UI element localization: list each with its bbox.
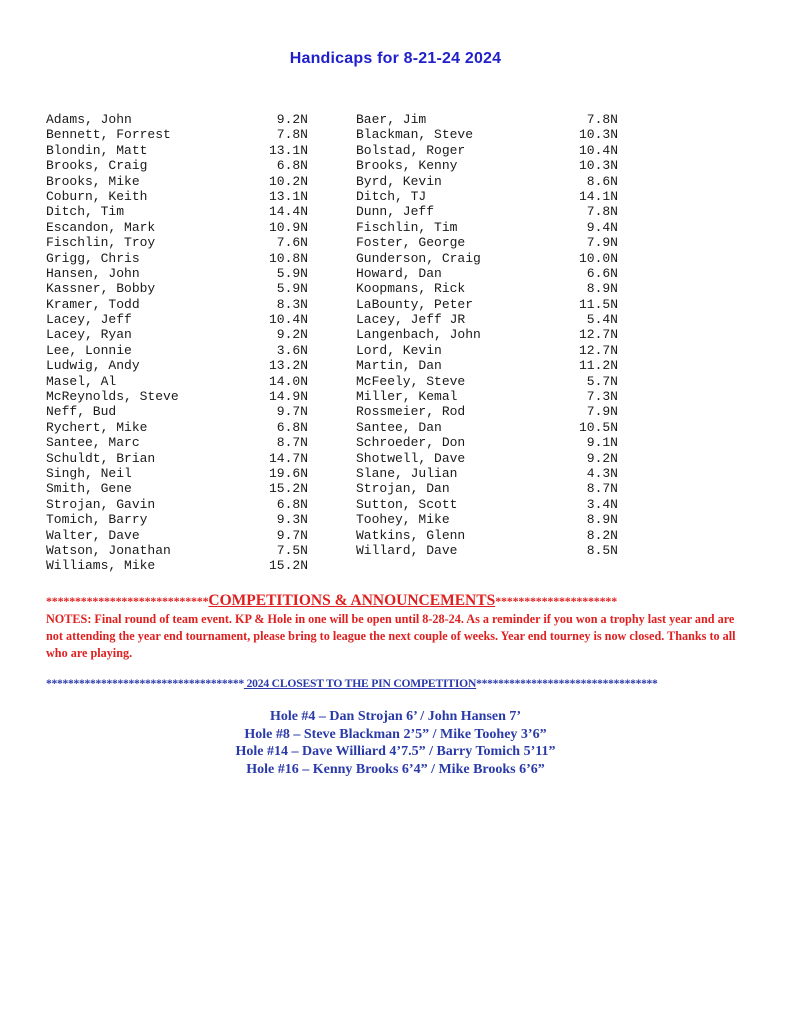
player-handicap: 11.2N [578, 358, 618, 374]
player-name: Howard, Dan [356, 265, 442, 281]
handicap-row [46, 127, 308, 142]
player-name: Toohey, Mike [356, 512, 450, 528]
handicap-row [356, 266, 618, 281]
player-handicap: 7.9N [586, 404, 618, 420]
competitions-stars-left: **************************** [46, 594, 209, 608]
handicap-row [46, 374, 308, 389]
player-handicap: 8.9N [586, 281, 618, 297]
ctp-stars-left: ************************************ [46, 677, 244, 690]
player-handicap: 7.9N [586, 235, 618, 251]
player-name: Brooks, Kenny [356, 158, 458, 174]
player-handicap: 7.3N [586, 389, 618, 405]
handicap-row [356, 143, 618, 158]
player-handicap: 13.2N [268, 358, 308, 374]
player-name: Escandon, Mark [46, 219, 156, 235]
player-handicap: 10.4N [578, 142, 618, 158]
player-handicap: 10.2N [268, 173, 308, 189]
player-handicap: 13.1N [268, 142, 308, 158]
handicap-row [356, 466, 618, 481]
player-name: Gunderson, Craig [356, 250, 481, 266]
handicap-row [356, 327, 618, 342]
competitions-title: COMPETITIONS & ANNOUNCEMENTS [208, 592, 496, 609]
player-name: Blackman, Steve [356, 127, 474, 143]
handicap-row [46, 220, 308, 235]
handicap-row [46, 558, 308, 573]
player-handicap: 14.4N [268, 204, 308, 220]
player-handicap: 19.6N [268, 465, 308, 481]
handicap-row [46, 497, 308, 512]
announcement-notes: NOTES: Final round of team event. KP & Hole in one will be open until 8-28-24. As a reminder if you won a trophy last year and are not attending the year end tournament, please bring to league the next couple of weeks. Year end tourney is now closed. Thanks to all who are playing. [46, 612, 736, 660]
handicap-row [356, 435, 618, 450]
player-name: Singh, Neil [46, 465, 132, 481]
handicap-row [356, 235, 618, 250]
player-handicap: 5.4N [586, 312, 618, 328]
player-name: Grigg, Chris [46, 250, 140, 266]
player-name: Lacey, Jeff JR [356, 312, 466, 328]
closest-to-pin-results [0, 708, 791, 778]
player-handicap: 6.8N [276, 496, 308, 512]
player-handicap: 14.0N [268, 373, 308, 389]
ctp-stars-right: ********************************* [476, 677, 658, 690]
handicap-row [46, 189, 308, 204]
player-name: Kramer, Todd [46, 296, 140, 312]
player-name: Lacey, Jeff [46, 312, 132, 328]
player-handicap: 11.5N [578, 296, 618, 312]
handicap-row [356, 420, 618, 435]
player-name: Santee, Dan [356, 419, 442, 435]
handicap-row [356, 481, 618, 496]
player-name: Walter, Dave [46, 527, 140, 543]
player-name: Bennett, Forrest [46, 127, 171, 143]
player-name: Foster, George [356, 235, 466, 251]
handicap-row [46, 281, 308, 296]
handicap-row [356, 112, 618, 127]
handicap-row [46, 528, 308, 543]
handicap-row [46, 204, 308, 219]
player-name: Ditch, Tim [46, 204, 125, 220]
handicap-row [46, 327, 308, 342]
player-name: Schuldt, Brian [46, 450, 156, 466]
player-handicap: 14.7N [268, 450, 308, 466]
player-name: Rychert, Mike [46, 419, 148, 435]
player-name: Kassner, Bobby [46, 281, 156, 297]
handicap-row [46, 466, 308, 481]
player-handicap: 5.9N [276, 281, 308, 297]
handicap-row [46, 451, 308, 466]
player-name: Lee, Lonnie [46, 342, 132, 358]
handicap-row [356, 297, 618, 312]
handicap-row [356, 358, 618, 373]
player-name: Strojan, Dan [356, 481, 450, 497]
handicap-row [356, 312, 618, 327]
player-handicap: 9.1N [586, 435, 618, 451]
handicap-row [356, 127, 618, 142]
player-handicap: 14.1N [578, 188, 618, 204]
player-name: LaBounty, Peter [356, 296, 474, 312]
player-name: Blondin, Matt [46, 142, 148, 158]
handicap-row [356, 343, 618, 358]
player-handicap: 7.5N [276, 542, 308, 558]
player-name: Williams, Mike [46, 558, 156, 574]
player-handicap: 15.2N [268, 481, 308, 497]
player-name: Slane, Julian [356, 465, 458, 481]
handicap-row [356, 528, 618, 543]
handicap-row [46, 389, 308, 404]
player-name: Brooks, Craig [46, 158, 148, 174]
player-name: Willard, Dave [356, 542, 458, 558]
hole-result: Hole #16 – Kenny Brooks 6’4” / Mike Brooks 6’6” [246, 761, 545, 777]
closest-to-pin-header [46, 677, 746, 690]
handicap-row [356, 389, 618, 404]
handicap-row [46, 158, 308, 173]
ctp-title: 2024 CLOSEST TO THE PIN COMPETITION [243, 677, 477, 690]
handicap-row [46, 543, 308, 558]
handicap-column-right [356, 112, 618, 558]
player-handicap: 9.4N [586, 219, 618, 235]
handicap-row [46, 143, 308, 158]
competitions-header [46, 592, 746, 610]
player-handicap: 8.7N [586, 481, 618, 497]
handicap-row [356, 497, 618, 512]
player-name: Rossmeier, Rod [356, 404, 466, 420]
handicap-column-left [46, 112, 308, 574]
handicap-row [46, 266, 308, 281]
player-name: Brooks, Mike [46, 173, 140, 189]
handicap-row [46, 358, 308, 373]
player-name: Fischlin, Troy [46, 235, 156, 251]
hole-result: Hole #14 – Dave Williard 4’7.5” / Barry Tomich 5’11” [235, 744, 556, 759]
player-handicap: 5.7N [586, 373, 618, 389]
player-handicap: 10.5N [578, 419, 618, 435]
player-name: Watson, Jonathan [46, 542, 171, 558]
handicap-row [46, 112, 308, 127]
player-handicap: 10.3N [578, 158, 618, 174]
player-name: Martin, Dan [356, 358, 442, 374]
handicap-row [46, 235, 308, 250]
player-handicap: 8.2N [586, 527, 618, 543]
player-name: McFeely, Steve [356, 373, 466, 389]
player-name: Dunn, Jeff [356, 204, 435, 220]
player-name: Masel, Al [46, 373, 117, 389]
player-handicap: 9.2N [276, 327, 308, 343]
handicap-row [46, 251, 308, 266]
handicap-row [356, 281, 618, 296]
handicap-row [356, 451, 618, 466]
player-name: Watkins, Glenn [356, 527, 466, 543]
player-handicap: 12.7N [578, 327, 618, 343]
player-handicap: 10.8N [268, 250, 308, 266]
player-name: Bolstad, Roger [356, 142, 466, 158]
player-name: Byrd, Kevin [356, 173, 442, 189]
handicap-row [356, 512, 618, 527]
player-handicap: 6.8N [276, 158, 308, 174]
player-handicap: 15.2N [268, 558, 308, 574]
player-name: Fischlin, Tim [356, 219, 458, 235]
handicap-row [356, 189, 618, 204]
player-handicap: 9.7N [276, 527, 308, 543]
player-name: Hansen, John [46, 265, 140, 281]
player-name: Shotwell, Dave [356, 450, 466, 466]
player-name: Adams, John [46, 112, 132, 127]
player-handicap: 9.2N [276, 112, 308, 127]
player-handicap: 10.0N [578, 250, 618, 266]
player-name: Baer, Jim [356, 112, 427, 127]
handicap-row [46, 174, 308, 189]
player-name: Tomich, Barry [46, 512, 148, 528]
player-name: Neff, Bud [46, 404, 117, 420]
player-handicap: 12.7N [578, 342, 618, 358]
player-handicap: 7.8N [586, 112, 618, 127]
player-handicap: 8.9N [586, 512, 618, 528]
handicap-row [356, 251, 618, 266]
player-handicap: 5.9N [276, 265, 308, 281]
handicap-row [46, 297, 308, 312]
player-name: Ludwig, Andy [46, 358, 140, 374]
handicap-row [356, 204, 618, 219]
player-name: Ditch, TJ [356, 188, 427, 204]
player-handicap: 8.5N [586, 542, 618, 558]
player-handicap: 6.8N [276, 419, 308, 435]
player-name: Schroeder, Don [356, 435, 466, 451]
player-handicap: 7.8N [276, 127, 308, 143]
handicap-row [356, 374, 618, 389]
handicap-row [356, 158, 618, 173]
player-handicap: 8.6N [586, 173, 618, 189]
player-handicap: 3.4N [586, 496, 618, 512]
handicap-row [356, 174, 618, 189]
handicap-row [356, 543, 618, 558]
player-handicap: 7.6N [276, 235, 308, 251]
player-handicap: 4.3N [586, 465, 618, 481]
hole-result: Hole #4 – Dan Strojan 6’ / John Hansen 7’ [269, 709, 522, 724]
handicap-row [356, 404, 618, 419]
player-handicap: 10.3N [578, 127, 618, 143]
player-handicap: 14.9N [268, 389, 308, 405]
player-handicap: 10.4N [268, 312, 308, 328]
player-name: Strojan, Gavin [46, 496, 156, 512]
handicap-row [356, 220, 618, 235]
player-name: Smith, Gene [46, 481, 132, 497]
handicap-row [46, 481, 308, 496]
player-name: McReynolds, Steve [46, 389, 179, 405]
player-name: Miller, Kemal [356, 389, 458, 405]
player-name: Lacey, Ryan [46, 327, 132, 343]
handicap-row [46, 512, 308, 527]
player-name: Coburn, Keith [46, 188, 148, 204]
player-handicap: 9.2N [586, 450, 618, 466]
player-name: Santee, Marc [46, 435, 140, 451]
player-name: Lord, Kevin [356, 342, 442, 358]
handicap-row [46, 435, 308, 450]
hole-result: Hole #8 – Steve Blackman 2’5” / Mike Toohey 3’6” [244, 726, 547, 742]
handicap-row [46, 404, 308, 419]
page-title: Handicaps for 8-21-24 2024 [289, 50, 502, 67]
handicap-row [46, 312, 308, 327]
player-name: Langenbach, John [356, 327, 481, 343]
player-handicap: 13.1N [268, 188, 308, 204]
player-handicap: 9.3N [276, 512, 308, 528]
handicap-row [46, 420, 308, 435]
player-handicap: 8.3N [276, 296, 308, 312]
player-handicap: 9.7N [276, 404, 308, 420]
player-handicap: 10.9N [268, 219, 308, 235]
player-handicap: 8.7N [276, 435, 308, 451]
player-name: Koopmans, Rick [356, 281, 466, 297]
player-handicap: 7.8N [586, 204, 618, 220]
competitions-stars-right: ********************* [495, 594, 617, 608]
player-handicap: 3.6N [276, 342, 308, 358]
player-handicap: 6.6N [586, 265, 618, 281]
player-name: Sutton, Scott [356, 496, 458, 512]
handicap-row [46, 343, 308, 358]
